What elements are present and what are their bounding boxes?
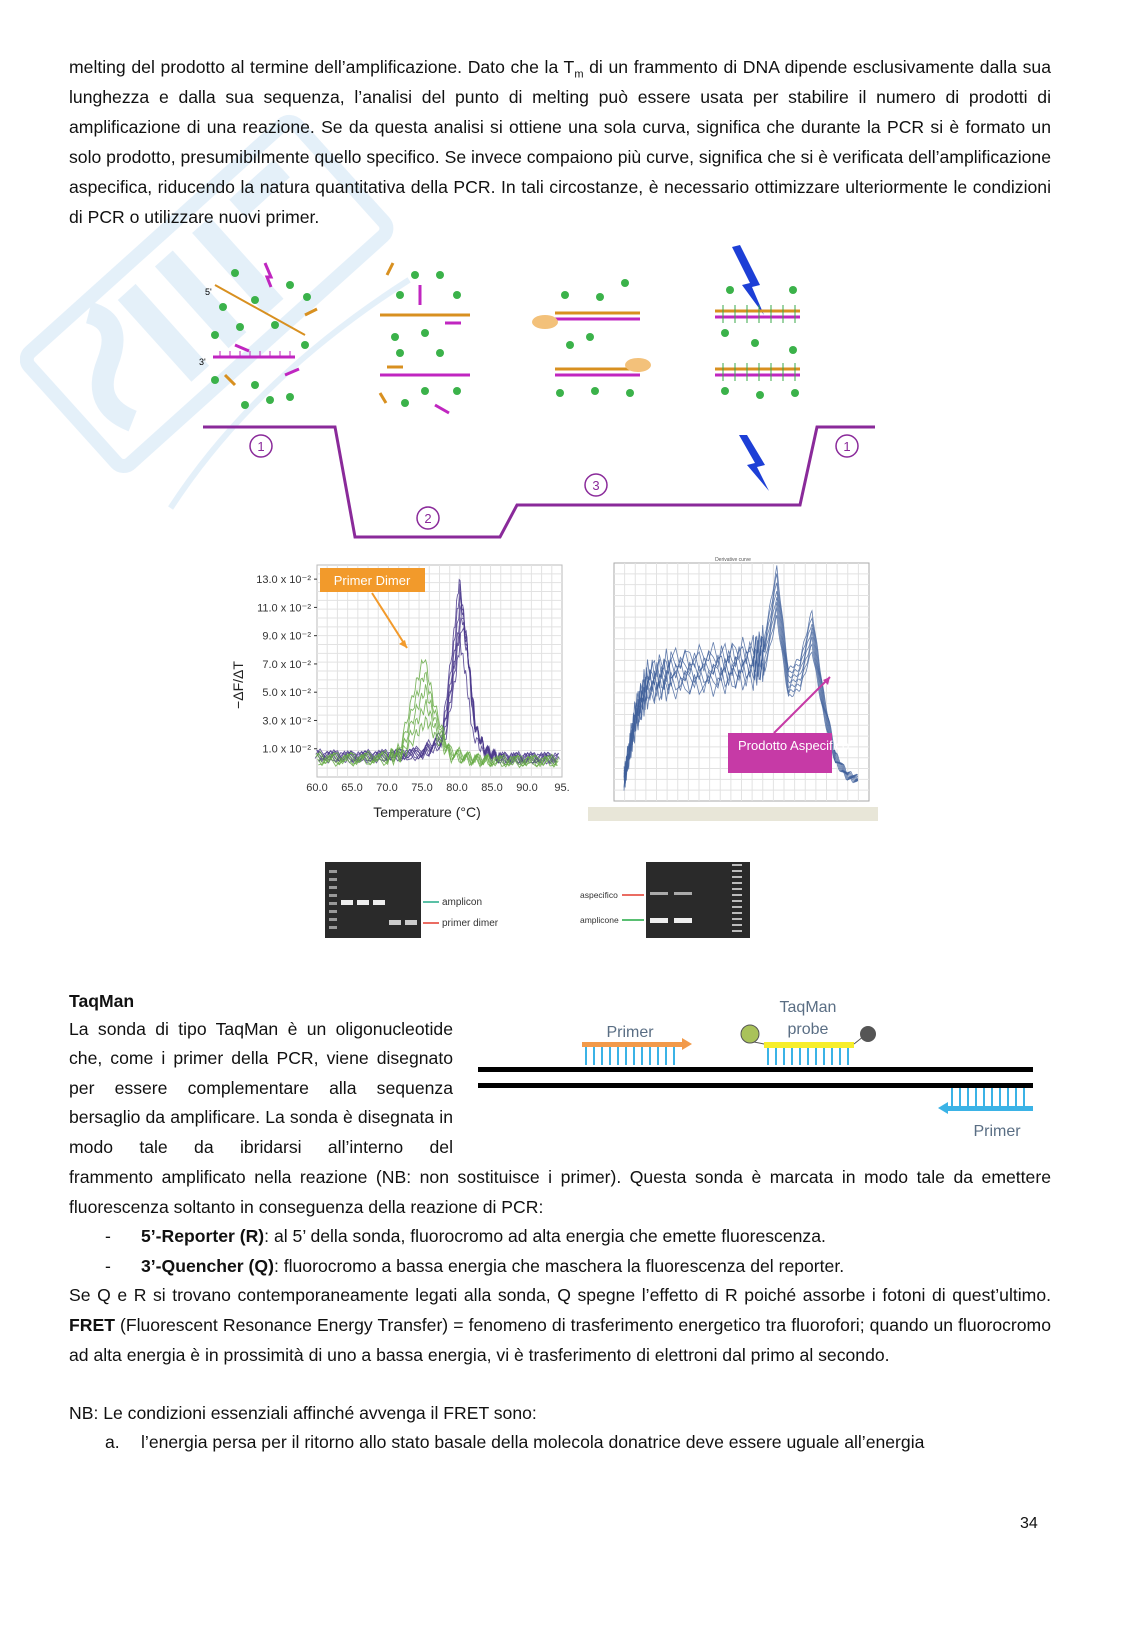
page-number: 34 — [1020, 1515, 1038, 1532]
probe-label-line2: probe — [787, 1021, 829, 1038]
gel-band — [650, 918, 668, 923]
x-tick-label: 65.0 — [341, 782, 363, 794]
svg-text:primer dimer: primer dimer — [442, 918, 499, 929]
svg-text:amplicon: amplicon — [442, 897, 483, 908]
gel-left-legend — [421, 893, 511, 933]
taqman-continued: frammento amplificato nella reazione (NB: non sostituisce i primer). Questa sonda è marcata in modo tale da emettere fluorescenza soltanto in conseguenza della reazione di PCR: — [69, 1167, 1051, 1217]
svg-text:aspecifico: aspecifico — [580, 890, 618, 900]
step-label: 1 — [257, 439, 265, 454]
gel-band — [674, 892, 692, 895]
y-tick-label: 13.0 x 10⁻² — [256, 574, 311, 587]
step-label: 2 — [424, 511, 432, 526]
taqman-heading: TaqMan — [69, 991, 135, 1011]
x-tick-label: 90.0 — [516, 782, 538, 794]
bullet-quencher: - 3’-Quencher (Q): fluorocromo a bassa energia che maschera la fluorescenza del reporter. — [105, 1256, 845, 1276]
derivative-melting-chart — [588, 555, 878, 825]
taqman-diagram — [478, 1000, 1038, 1150]
gel-left — [325, 862, 421, 938]
fret-paragraph: Se Q e R si trovano contemporaneamente legati alla sonda, Q spegne l’effetto di R poiché assorbe i fotoni di quest’ultimo. FRET (Fluorescent Resonance Energy Transfer) = fenomeno di trasferimento energetico tra fluorofori; quando un fluorocromo ad alta energia è in prossimità di uno a bassa energia, vi è trasferimento di elettroni dal primo al secondo. — [69, 1285, 1051, 1365]
temperature-profile — [203, 427, 875, 537]
step-marker — [250, 435, 858, 529]
gel-right-legend — [580, 887, 648, 927]
x-tick-label: 75.0 — [411, 782, 433, 794]
denaturation-panel — [199, 263, 317, 385]
step-label: 1 — [843, 439, 851, 454]
x-tick-label: 80.0 — [446, 782, 468, 794]
y-tick-label: 1.0 x 10⁻² — [262, 743, 311, 756]
extension-panel — [532, 313, 651, 375]
y-tick-label: 5.0 x 10⁻² — [262, 687, 311, 700]
gel-band — [650, 892, 668, 895]
list-item-a: a. l’energia persa per il ritorno allo stato basale della molecola donatrice deve essere uguale all’energia — [105, 1432, 925, 1452]
primer-label-bottom: Primer — [973, 1123, 1021, 1140]
step-label: 3 — [592, 478, 600, 493]
gel-band — [357, 900, 369, 905]
x-tick-label: 70.0 — [376, 782, 398, 794]
svg-text:5': 5' — [205, 287, 212, 297]
probe-label-line1: TaqMan — [779, 1000, 837, 1016]
lightning-icon — [739, 435, 769, 491]
bullet-reporter: - 5’-Reporter (R): al 5’ della sonda, fluorocromo ad alta energia che emette fluorescenza. — [105, 1226, 826, 1246]
x-axis-label: Temperature (°C) — [373, 804, 481, 820]
x-tick-label: 95. — [554, 782, 570, 794]
y-axis-label: −ΔF/ΔT — [230, 661, 246, 709]
dntp-dots — [211, 269, 799, 409]
y-tick-label: 11.0 x 10⁻² — [257, 602, 311, 615]
y-tick-label: 3.0 x 10⁻² — [262, 715, 311, 728]
taqman-intro: La sonda di tipo TaqMan è un oligonucleotide che, come i primer della PCR, viene disegnato per essere complementare alla sequenza bersaglio da amplificare. La sonda è disegnata in modo tale da ibridarsi all’interno del — [69, 1019, 453, 1157]
gel-band — [389, 920, 401, 925]
gel-band — [341, 900, 353, 905]
melting-curve-chart — [225, 560, 570, 830]
gel-right — [646, 862, 750, 938]
x-tick-label: 60.0 — [306, 782, 328, 794]
x-tick-label: 85.0 — [481, 782, 503, 794]
reporter-icon — [741, 1025, 759, 1043]
aspecific-annotation-line1: Prodotto Aspecifico — [738, 738, 850, 753]
svg-text:amplicone: amplicone — [580, 915, 619, 925]
nb-line: NB: Le condizioni essenziali affinché avvenga il FRET sono: — [69, 1403, 537, 1423]
pcr-cycle-diagram — [195, 245, 895, 550]
intro-paragraph: melting del prodotto al termine dell’amplificazione. Dato che la $T_m$ di un frammento di DNA dipende esclusivamente dalla sua lunghezza e dalla sua sequenza, l’analisi del punto di melting può essere usata per stabilire il numero di prodotti di amplificazione di una reazione. Se da questa analisi si ottiene una sola curva, significa che durante la PCR si è formato un solo prodotto, presumibilmente quello specifico. Se invece compaiono più curve, significa che si è verificata dell’amplificazione aspecifica, riducendo la natura quantitativa della PCR. In tali circostanze, è necessario ottimizzare ulteriormente le condizioni di PCR o utilizzare nuovi primer. — [69, 57, 1051, 227]
lightning-icon — [732, 245, 764, 315]
gel-band — [373, 900, 385, 905]
y-tick-label: 9.0 x 10⁻² — [262, 630, 311, 643]
primer-dimer-annotation: Primer Dimer — [333, 573, 411, 588]
primer-label-top: Primer — [606, 1024, 654, 1041]
chart-title: Derivative curve — [715, 557, 751, 563]
y-tick-label: 7.0 x 10⁻² — [262, 658, 311, 671]
svg-text:3': 3' — [199, 357, 206, 367]
quencher-icon — [860, 1026, 876, 1042]
gel-band — [674, 918, 692, 923]
gel-band — [405, 920, 417, 925]
